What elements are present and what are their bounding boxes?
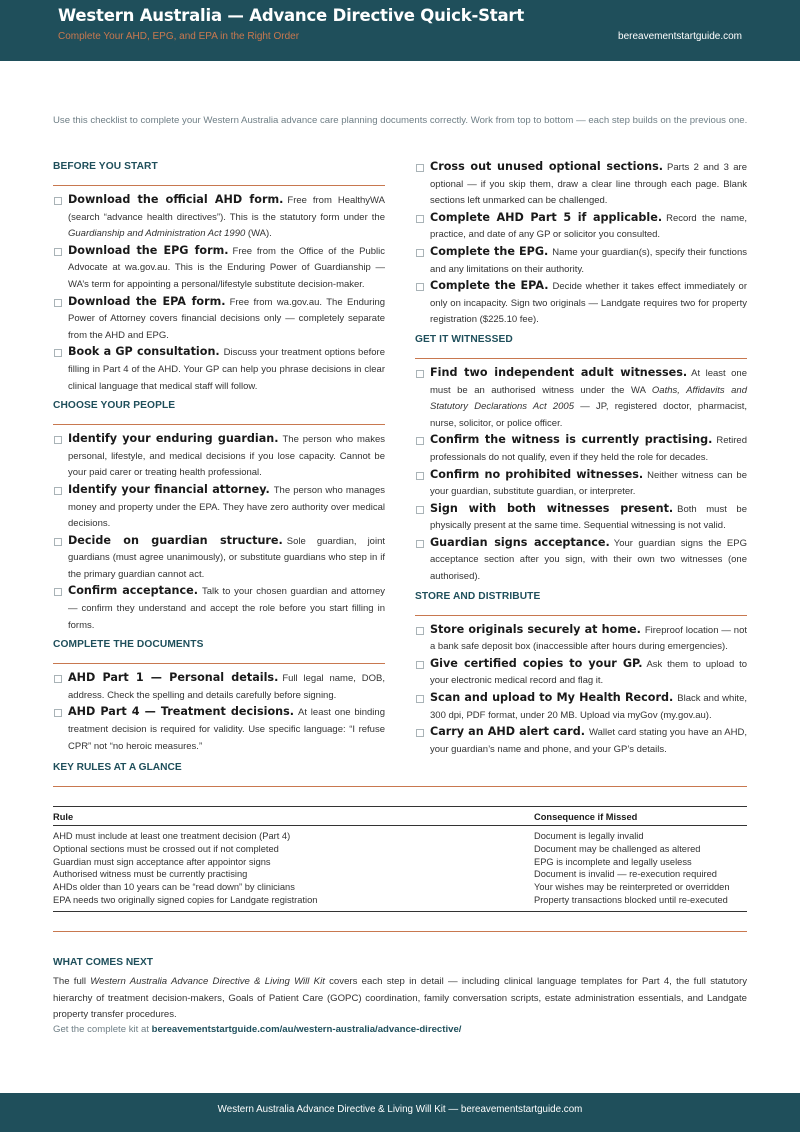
item-text: — JP, registered doctor, pharmacist, nurse, solicitor, or police officer. <box>430 401 748 429</box>
page-title: Western Australia — Advance Directive Quick-Start <box>58 6 525 25</box>
checkbox[interactable] <box>416 661 424 669</box>
item-text: Talk to your chosen guardian and attorney — confirm they understand and accept the role before you start filling in forms. <box>68 586 385 631</box>
checklist-item <box>415 622 747 656</box>
item-title: Download the official AHD form. <box>68 193 284 206</box>
left-column <box>53 159 385 755</box>
checklist-item <box>415 159 747 210</box>
item-title: Complete the EPG. <box>430 244 549 258</box>
checkbox[interactable] <box>416 472 424 480</box>
item-text: Wallet card stating you have an AHD, your guardian’s name and phone, and your GP’s details. <box>430 727 747 755</box>
checkbox[interactable] <box>416 506 424 514</box>
item-title: Confirm acceptance. <box>68 584 198 598</box>
checkbox[interactable] <box>54 588 62 596</box>
rules-heading: KEY RULES AT A GLANCE <box>53 762 182 773</box>
checklist-item <box>415 690 747 724</box>
consequence-cell: Document is invalid — re-execution required <box>534 869 717 880</box>
checklist-item <box>415 244 747 278</box>
checkbox[interactable] <box>54 675 62 683</box>
item-text: Decide whether it takes effect immediately or only on incapacity. Sign two originals — Landgate requires two for property registration ($225.10 fee). <box>430 281 748 326</box>
checklist-item <box>53 192 385 243</box>
checkbox[interactable] <box>416 283 424 291</box>
checkbox[interactable] <box>416 540 424 548</box>
checkbox[interactable] <box>416 437 424 445</box>
section-divider <box>53 931 747 932</box>
item-title: Complete the EPA. <box>430 279 549 293</box>
item-text: Free from HealthyWA (search “advance health directives”). This is the statutory form under the <box>68 195 385 223</box>
checklist-item <box>415 432 747 466</box>
checkbox[interactable] <box>54 299 62 307</box>
item-title: Scan and upload to My Health Record. <box>430 691 674 705</box>
section-heading-complete: COMPLETE THE DOCUMENTS <box>53 639 204 651</box>
item-text: Record the name, practice, and date of any GP or solicitor you consulted. <box>430 212 747 241</box>
item-text: Discuss your treatment options before filling in Part 4 of the AHD. Your GP can help you phrase decisions in clear clinical language that medical staff will follow. <box>68 347 385 392</box>
checklist-item <box>415 278 747 329</box>
item-title: Carry an AHD alert card. <box>430 725 585 739</box>
item-title: Confirm the witness is currently practising. <box>430 433 713 447</box>
item-title: Book a GP consultation. <box>68 345 220 359</box>
item-title: Download the EPA form. <box>68 294 226 308</box>
checklist-item <box>53 431 385 482</box>
checklist-item <box>53 344 385 395</box>
section-divider <box>53 786 747 787</box>
checklist-item <box>415 210 747 244</box>
item-text: Black and white, 300 dpi, PDF format, under 20 MB. Upload via myGov (my.gov.au). <box>430 693 747 721</box>
table-header-row <box>53 807 747 826</box>
checkbox[interactable] <box>416 249 424 257</box>
checklist-item <box>53 704 385 755</box>
checkbox[interactable] <box>416 215 424 223</box>
item-text: Fireproof location — not a bank safe deposit box (inaccessible after hours during emergencies). <box>430 624 747 653</box>
consequence-cell: Document is legally invalid <box>534 831 644 841</box>
item-text: Retired professionals do not qualify, even if they held the role for decades. <box>430 435 747 463</box>
item-title: Sign with both witnesses present. <box>430 501 674 515</box>
checkbox[interactable] <box>416 370 424 378</box>
checklist-item <box>53 583 385 634</box>
checkbox[interactable] <box>54 349 62 357</box>
consequence-cell: Property transactions blocked until re-executed <box>534 894 747 911</box>
section-divider <box>53 663 385 664</box>
checkbox[interactable] <box>416 627 424 635</box>
right-column <box>415 159 747 758</box>
item-text: Parts 2 and 3 are optional — if you skip them, draw a clear line through each page. Blank sections left unmarked can be challenged. <box>430 162 747 207</box>
item-title: Decide on guardian structure. <box>68 533 283 547</box>
table-row <box>53 868 747 881</box>
section-heading-before: BEFORE YOU START <box>53 161 158 172</box>
item-text: The person who makes personal, lifestyle, and medical decisions if you lose capacity. Cannot be your paid carer or treating health professional. <box>68 434 385 479</box>
checkbox[interactable] <box>54 436 62 444</box>
item-text: The person who manages money and property under the EPA. They have zero authority over medical decisions. <box>68 484 385 530</box>
item-text: Name your guardian(s), specify their functions and any limitations on their authority. <box>430 246 747 275</box>
footer-text: Western Australia Advance Directive & Living Will Kit — bereavementstartguide.com <box>217 1104 583 1115</box>
checklist-item <box>53 243 385 294</box>
table-row <box>53 856 747 869</box>
rule-cell: AHD must include at least one treatment decision (Part 4) <box>53 831 291 841</box>
section-divider <box>415 358 747 359</box>
kit-name: Western Australia Advance Directive & Living Will Kit <box>90 976 325 987</box>
checkbox[interactable] <box>416 695 424 703</box>
item-text: Sole guardian, joint guardians (must agree unanimously), or substitute guardians who step in if the primary guardian cannot act. <box>68 535 385 580</box>
checkbox[interactable] <box>54 197 62 205</box>
consequence-cell: Your wishes may be reinterpreted or overridden <box>534 882 730 893</box>
checklist-item <box>415 724 747 758</box>
page-footer <box>0 1093 800 1132</box>
rules-table <box>53 806 747 912</box>
intro-text: Use this checklist to complete your Western Australia advance care planning documents correctly. Work from top to bottom — each step builds on the previous one. <box>53 115 748 126</box>
item-title: AHD Part 1 — Personal details. <box>68 671 279 685</box>
item-title: Guardian signs acceptance. <box>430 535 610 549</box>
item-title: AHD Part 4 — Treatment decisions. <box>68 705 295 719</box>
item-title: Identify your financial attorney. <box>68 482 270 496</box>
section-divider <box>53 185 385 186</box>
item-text: At least one binding treatment decision is required for validity. Use specific language: “I refuse CPR” not “no heroic measures.” <box>68 707 385 752</box>
item-title: Give certified copies to your GP. <box>430 656 643 670</box>
item-text: Full legal name, DOB, address. Check the spelling and details carefully before signing. <box>68 673 385 701</box>
header-site-link[interactable]: bereavementstartguide.com <box>618 31 742 42</box>
table-row <box>53 894 747 911</box>
rule-cell: EPA needs two originally signed copies for Landgate registration <box>53 894 534 911</box>
item-title: Cross out unused optional sections. <box>430 160 664 173</box>
item-title: Confirm no prohibited witnesses. <box>430 467 644 481</box>
checkbox[interactable] <box>54 248 62 256</box>
item-text: (WA). <box>245 228 272 240</box>
table-row <box>53 843 747 856</box>
checklist-item <box>415 501 747 535</box>
section-divider <box>415 615 747 616</box>
checklist-item <box>415 365 747 432</box>
consequence-cell: Document may be challenged as altered <box>534 843 701 854</box>
item-act-name: Oaths, Affidavits and Statutory Declarations Act 2005 <box>430 384 748 413</box>
table-row <box>53 881 747 894</box>
rule-cell: AHDs older than 10 years can be “read down” by clinicians <box>53 882 295 893</box>
next-text: The full <box>53 976 91 987</box>
page-header <box>0 0 800 61</box>
checklist-item <box>53 294 385 345</box>
item-title: Download the EPG form. <box>68 243 229 257</box>
item-text: Free from the Office of the Public Advocate at wa.gov.au. This is the Enduring Power of Guardianship — WA’s term for appointing a personal/lifestyle substitute decision-maker. <box>68 245 385 290</box>
next-text: covers each step in detail — including clinical language templates for Part 4, the full statutory hierarchy of treatment decision-makers, Goals of Patient Care (GOPC) coordination, family conversation scripts, estate administration essentials, and Landgate property transfer procedures. <box>53 976 747 1020</box>
checkbox[interactable] <box>416 164 424 172</box>
page-subtitle: Complete Your AHD, EPG, and EPA in the Right Order <box>58 31 300 42</box>
checkbox[interactable] <box>54 487 62 495</box>
checklist-item <box>53 482 385 533</box>
item-text: Both must be physically present at the same time. Sequential witnessing is not valid. <box>430 503 747 532</box>
section-heading-witnessed: GET IT WITNESSED <box>415 333 513 345</box>
section-heading-people: CHOOSE YOUR PEOPLE <box>53 400 176 412</box>
item-text: Ask them to upload to your electronic medical record and flag it. <box>430 658 747 687</box>
item-act-name: Guardianship and Administration Act 1990 <box>68 228 246 240</box>
rule-cell: Guardian must sign acceptance after appointor signs <box>53 856 271 867</box>
item-title: Find two independent adult witnesses. <box>430 365 688 379</box>
column-header-rule: Rule <box>53 807 534 826</box>
checklist-item <box>415 535 747 586</box>
rule-cell: Optional sections must be crossed out if not completed <box>53 843 279 854</box>
item-text: Free from wa.gov.au. The Enduring Power of Attorney covers financial decisions only — completely separate from the AHD and EPG. <box>68 296 386 341</box>
checklist-item <box>415 656 747 690</box>
checkbox[interactable] <box>416 729 424 737</box>
column-header-consequence: Consequence if Missed <box>534 807 747 826</box>
next-body <box>53 974 747 1024</box>
kit-link-label: Get the complete kit at <box>53 1024 152 1035</box>
item-text: Neither witness can be your guardian, substitute guardian, or interpreter. <box>430 469 747 498</box>
checklist-item <box>415 467 747 501</box>
next-heading: WHAT COMES NEXT <box>53 957 153 968</box>
kit-link-line <box>53 1024 461 1035</box>
checkbox[interactable] <box>54 709 62 717</box>
section-divider <box>53 424 385 425</box>
item-title: Complete AHD Part 5 if applicable. <box>430 210 663 224</box>
item-title: Identify your enduring guardian. <box>68 432 279 446</box>
table-row <box>53 826 747 843</box>
rule-cell: Authorised witness must be currently practising <box>53 869 248 880</box>
item-text: Your guardian signs the EPG acceptance section after you sign, with their own two witnesses (one authorised). <box>430 537 747 583</box>
item-title: Store originals securely at home. <box>430 622 641 636</box>
consequence-cell: EPG is incomplete and legally useless <box>534 856 692 867</box>
kit-link[interactable]: bereavementstartguide.com/au/western-australia/advance-directive/ <box>151 1024 462 1035</box>
item-text: At least one must be an authorised witness under the WA <box>430 367 747 396</box>
checklist-item <box>53 533 385 584</box>
section-heading-store: STORE AND DISTRIBUTE <box>415 590 541 602</box>
checkbox[interactable] <box>54 538 62 546</box>
checklist-item <box>53 670 385 704</box>
